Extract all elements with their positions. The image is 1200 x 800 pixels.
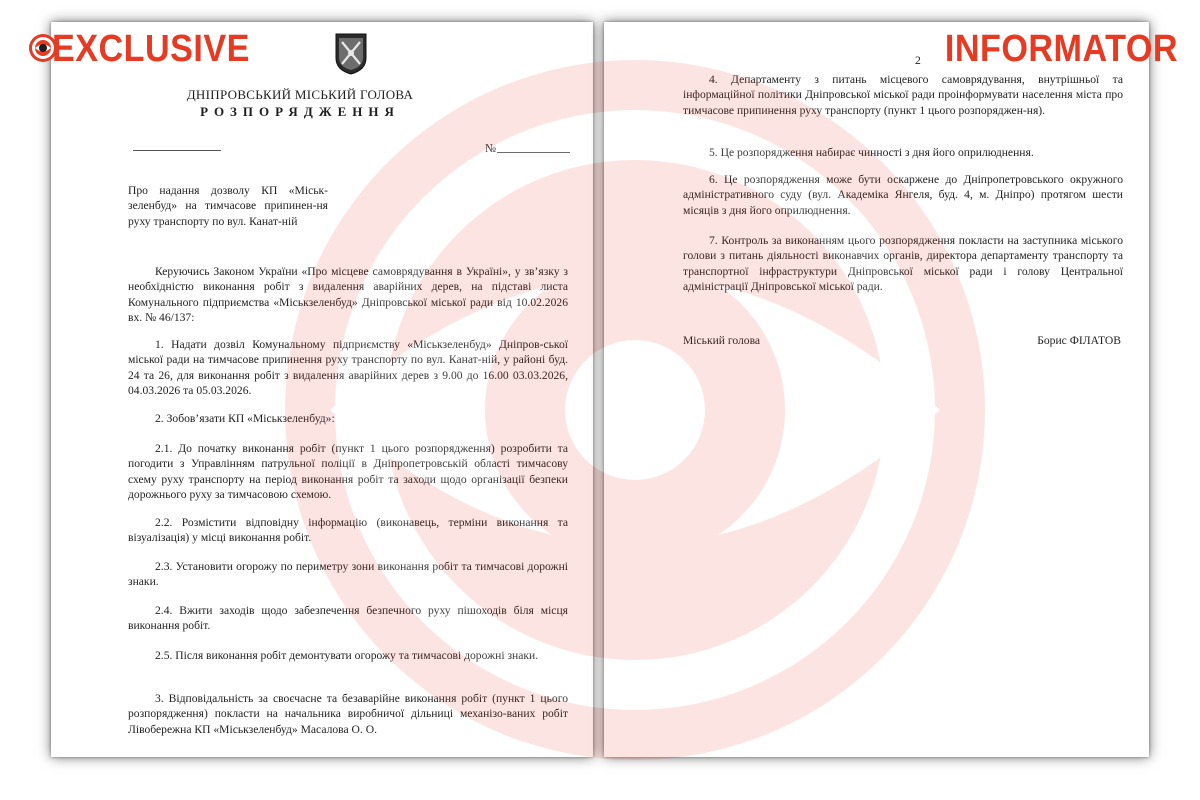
paragraph-5: 5. Це розпорядження набирає чинності з дня його оприлюднення. — [709, 146, 1034, 159]
paragraph-2-5: 2.5. Після виконання робіт демонтувати огорожу та тимчасові дорожні знаки. — [155, 649, 539, 662]
page-number: 2 — [915, 54, 921, 67]
number-blank — [497, 152, 570, 153]
paragraph-2-2: 2.2. Розмістити відповідну інформацію (виконавець, терміни виконання та візуалізація) у місці виконання робіт. — [128, 516, 568, 545]
paragraph-2-3: 2.3. Установити огорожу по периметру зони виконання робіт та тимчасові дорожні знаки. — [128, 560, 568, 589]
exclusive-logo: EXCLUSIVE — [52, 28, 250, 70]
paragraph-4: 4. Департаменту з питань місцевого самоврядування, внутрішньої та інформаційної політики Дніпровської міської ради проінформувати населення міста про тимчасове припинення руху транспорту (пункт 1 цього розпоряджен-ня). — [683, 73, 1123, 117]
paragraph-7: 7. Контроль за виконанням цього розпорядження покласти на заступника міського голови з питань діяльності виконавчих органів, директора департаменту транспорту та транспортної інфраструктури Дніпровської міської ради і голову Центральної адміністрації Дніпровської міської ради. — [683, 234, 1123, 294]
document-subject: Про надання дозволу КП «Міськ-зеленбуд» на тимчасове припинен-ня руху транспорту по вул. Канат-ній — [128, 184, 328, 228]
document-page-2 — [604, 22, 1149, 757]
paragraph-3: 3. Відповідальність за своєчасне та безаварійне виконання робіт (пункт 1 цього розпорядження) покласти на начальника виробничої дільниці механізо-ваних робіт Лівобережна КП «Міськзеленбуд» Масалова О. О. — [128, 692, 568, 736]
informator-logo: INFORMATOR — [944, 28, 1178, 70]
document-type-title: РОЗПОРЯДЖЕННЯ — [200, 104, 400, 119]
city-coat-of-arms-icon — [333, 32, 369, 76]
signature-name: Борис ФІЛАТОВ — [1037, 334, 1121, 347]
paragraph-6: 6. Це розпорядження може бути оскаржене до Дніпропетровського окружного адміністративного суду (вул. Академіка Янгеля, буд. 4, м. Дніпро) протягом шести місяців з дня його оприлюднення. — [683, 173, 1123, 217]
document-authority-title: ДНІПРОВСЬКИЙ МІСЬКИЙ ГОЛОВА — [186, 87, 414, 102]
preamble-paragraph: Керуючись Законом України «Про місцеве самоврядування в Україні», у зв’язку з необхідністю виконання робіт з видалення аварійних дерев, на підставі листа Комунального підприємства «Міськзеленбуд» Дніпровської міської ради від 10.02.2026 вх. № 46/137: — [128, 265, 568, 325]
signature-title: Міський голова — [683, 334, 761, 347]
document-number-label: № — [485, 142, 497, 155]
paragraph-1: 1. Надати дозвіл Комунальному підприємству «Міськзеленбуд» Дніпров-ської міської ради на тимчасове припинення руху транспорту по вул. Канат-ній, у районі буд. 24 та 26, для виконання робіт з видалення аварійних дерев з 9.00 до 16.00 03.03.2026, 04.03.2026 та 05.03.2026. — [128, 338, 568, 398]
date-blank — [133, 150, 221, 151]
paragraph-2-4: 2.4. Вжити заходів щодо забезпечення безпечного руху пішоходів біля місця виконання робіт. — [128, 604, 568, 633]
paragraph-2-1: 2.1. До початку виконання робіт (пункт 1 цього розпорядження) розробити та погодити з Управлінням патрульної поліції в Дніпропетровській області тимчасову схему руху транспорту на період виконання робіт та заходи щодо організації безпеки дорожнього руху за тимчасовою схемою. — [128, 442, 568, 502]
paragraph-2: 2. Зобов’язати КП «Міськзеленбуд»: — [155, 412, 335, 425]
